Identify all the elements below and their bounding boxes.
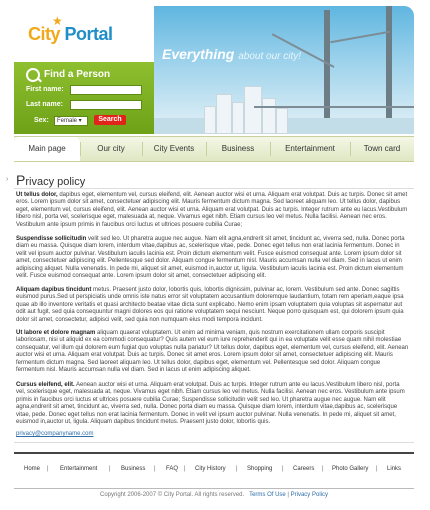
search-icon	[26, 68, 40, 82]
footer-link-faq[interactable]: FAQ	[166, 466, 179, 472]
footer-link-careers[interactable]: Careers	[293, 466, 315, 472]
nav-business[interactable]: Business	[221, 144, 255, 153]
last-name-label: Last name:	[26, 101, 63, 108]
footer-link-entertainment[interactable]: Entertainment	[60, 466, 98, 472]
footer-link-business[interactable]: Business	[121, 466, 146, 472]
footer-link-home[interactable]: Home	[24, 466, 41, 472]
header	[14, 6, 414, 134]
nav-city-events[interactable]: City Events	[153, 144, 195, 153]
content-divider	[14, 442, 414, 443]
page-title: Privacy policy	[16, 172, 86, 188]
nav-entertainment[interactable]: Entertainment	[285, 144, 335, 153]
page-wrapper	[6, 6, 414, 498]
site-logo[interactable]: City Portal	[28, 24, 113, 44]
paragraph: Suspendisse sollicitudin velit sed leo. Ut pharetra augue nec augue. Nam elit agna,endrerit sit amet, tincidunt ac, viverra sed, nulla. Donec porta diam eu massa. Quisque diam lorem, interdum vitae,dapibus ac, scelerisque vitae, pede. Donec eget tellus non erat lacinia fermentum. Donec in velit vel ipsum auctor pulvinar. Vestibulum iaculis lacinia est. Proin dictum elementum velit. Fusce euismod consequat ante. Lorem ipsum dolor sit amet, consectetuer adipiscing elit. Pellentesque sed dolor. Aliquam congue fermentum nisl. Mauris accumsan nulla vel diam. Sed in lacus ut enim adipiscing aliquet. Nulla venenatis. In pede mi, aliquet sit amet, euismod in,auctor ut, ligula. Vestibulum iaculis lacinia est. Proin dictum elementum velit. Fusce euismod consequat ante. Lorem ipsum dolor sit amet, consectetuer adipiscing elit.	[16, 236, 405, 280]
privacy-email-link[interactable]: privacy@companyname.com	[16, 431, 94, 437]
nav-main-page[interactable]: Main page	[14, 137, 80, 161]
footer-nav: Home | Entertainment | Business | FAQ | City History | Shopping | Careers | Photo Gallery | Links	[14, 452, 414, 489]
nav-town-card[interactable]: Town card	[363, 144, 401, 153]
paragraph: Aliquam dapibus tincidunt metus. Praesent justo dolor, lobortis quis, lobortis dignissim, pulvinar ac, lorem. Vestibulum sed ante. Donec sagittis euismod purus.Sed ut perspiciatis unde omnis iste natus error sit voluptatem accusantium doloremque laudantium, totam rem aperiam,eaque ipsa quae ab illo inventore veritatis et quasi architecto beatae vitae dicta sunt explicabo. Nemo enim ipsam voluptatem quia voluptas sit aspernatur aut odit aut fugit, sed quia consequuntur magni dolores eos qui ratione voluptatem sequi nesciunt. Neque porro quisquam est, qui dolorem ipsum quia dolor sit amet, consectetur, adipisci velit, sed quia non numquam eius modi tempora incidunt.	[16, 287, 404, 323]
tagline: Everything about our city!	[162, 46, 302, 62]
bridge-deck	[254, 106, 414, 108]
footer-link-shopping[interactable]: Shopping	[247, 466, 273, 472]
footer-link-photo-gallery[interactable]: Photo Gallery	[332, 466, 369, 472]
paragraph: Ut labore et dolore magnam aliquam quaerat voluptatem. Ut enim ad minima veniam, quis nostrum exercitationem ullam corporis suscipit laboriosam, nisi ut aliquid ex ea commodi consequatur? Quis autem vel eum iure reprehenderit qui in ea voluptate velit esse quam nihil molestiae consequatur, vel illum qui dolorem eum fugiat quo voluptas nulla pariatur? Ut tellus dolor, dapibus eget, elementum vel, cursus eleifend, elit. Aenean auctor wisi et urna. Aliquam erat volutpat. Duis ac turpis. Donec sit amet eros. Lorem ipsum dolor sit amet, consectetuer adipiscing elit. Mauris fermentum dictum magna. Sed laoreet aliquam leo. Ut tellus dolor, dapibus eget, elementum vel. Pellentesque sed dolor. Aliquam congue fermentum nisl. Mauris accumsan nulla vel diam. Sed in lacus ut enim adipiscing aliquet.	[16, 330, 409, 374]
arrow-icon: ›	[6, 176, 9, 183]
first-name-label: First name:	[26, 86, 64, 93]
copyright: Copyright 2006-2007 © City Portal. All rights reserved. Terms Of Use | Privacy Policy	[100, 492, 328, 498]
main-nav	[14, 136, 414, 162]
search-button[interactable]: Search	[94, 115, 126, 125]
find-person-title: Find a Person	[44, 69, 111, 80]
first-name-input[interactable]	[70, 85, 142, 95]
sex-select[interactable]: Female ▾	[54, 116, 88, 126]
last-name-input[interactable]	[70, 100, 142, 110]
bridge-tower	[386, 6, 392, 118]
sex-label: Sex:	[34, 117, 49, 124]
terms-link[interactable]: Terms Of Use	[249, 492, 286, 498]
footer-link-links[interactable]: Links	[387, 466, 402, 472]
star-icon: ★	[52, 14, 63, 28]
paragraph: Ut tellus dolor, dapibus eget, elementum vel, cursus eleifend, elit. Aenean auctor wisi et urna. Aliquam erat volutpat. Duis ac turpis. Donec sit amet eros. Lorem ipsum dolor sit amet, consectetuer adipiscing elit. Mauris fermentum dictum magna. Sed laoreet aliquam leo. Ut tellus dolor, dapibus eget, elementum vel, cursus eleifend, elit. Aenean auctor wisi et urna. Aliquam erat volutpat. Duis ac turpis. Integer rutrum ante eu lacus.Vestibulum libero nisl, porta vel, scelerisque eget, malesuada at, neque. Vivamus eget nibh. Etiam cursus leo vel metus. Nulla facilisi. Aenean nec eros. Vestibulum ante ipsum primis in faucibus orci luctus et ultrices posuere cubilia Curae;	[16, 192, 408, 228]
privacy-link[interactable]: Privacy Policy	[290, 492, 328, 498]
paragraph: Cursus eleifend, elit. Aenean auctor wisi et urna. Aliquam erat volutpat. Duis ac turpis. Integer rutrum ante eu lacus.Vestibulum libero nisl, porta vel, scelerisque eget, malesuada at, neque. Vivamus eget nibh. Etiam cursus leo vel metus. Nulla facilisi. Aenean nec eros. Vestibulum ante ipsum primis in faucibus orci luctus et ultrices posuere cubilia Curae; Suspendisse sollicitudin velit sed leo. Ut pharetra augue nec augue. Nam elit agna,endrerit sit amet, tincidunt ac, viverra sed, nulla. Donec porta diam eu massa. Quisque diam lorem, interdum vitae,dapibus ac, scelerisque vitae, pede. Donec eget tellus non erat lacinia fermentum. Donec in velit vel ipsum auctor pulvinar. Nulla venenatis. In pede mi, aliquet sit amet, euismod in,auctor ut, ligula. Aliquam dapibus tincidunt metus. Praesent justo dolor, lobortis quis.	[16, 382, 405, 426]
title-divider	[14, 188, 414, 189]
nav-our-city[interactable]: Our city	[97, 144, 125, 153]
footer-link-city-history[interactable]: City History	[195, 466, 226, 472]
